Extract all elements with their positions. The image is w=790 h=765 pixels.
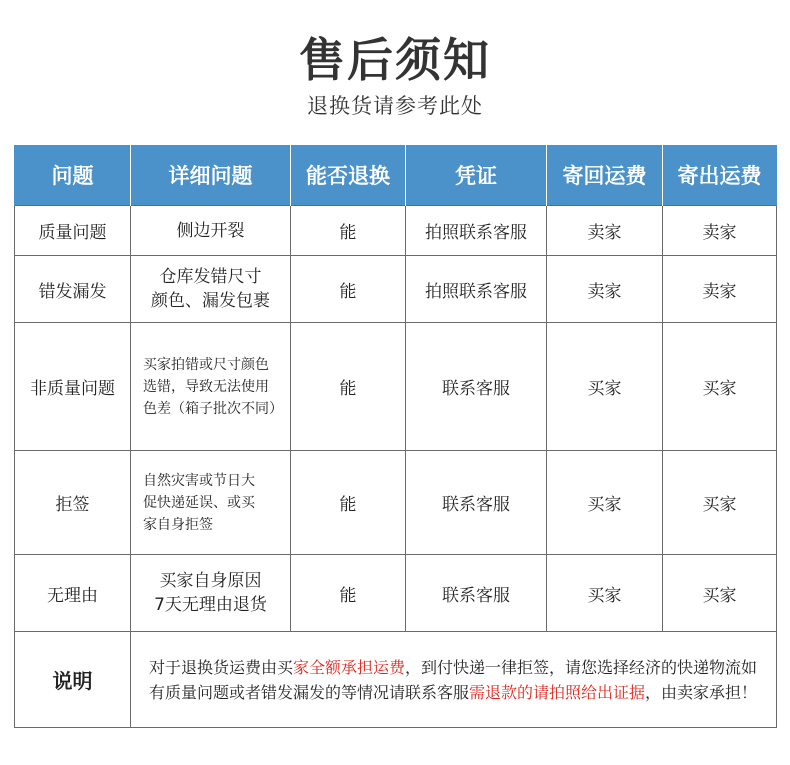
cell-send-shipping: 卖家 xyxy=(663,206,777,256)
cell-detail xyxy=(131,256,291,323)
cell-send-shipping: 买家 xyxy=(663,555,777,632)
cell-detail xyxy=(131,323,291,451)
table-row xyxy=(15,206,777,256)
cell-returnable: 能 xyxy=(291,451,406,555)
table-header-row xyxy=(15,145,777,206)
detail-line: 买家拍错或尺寸颜色 xyxy=(143,356,269,373)
cell-returnable: 能 xyxy=(291,555,406,632)
cell-return-shipping: 卖家 xyxy=(547,206,663,256)
column-header-send-shipping: 寄出运费 xyxy=(663,145,777,206)
cell-proof: 联系客服 xyxy=(406,451,547,555)
table-row xyxy=(15,451,777,555)
table-row xyxy=(15,256,777,323)
cell-problem: 无理由 xyxy=(15,555,131,632)
cell-problem: 错发漏发 xyxy=(15,256,131,323)
cell-return-shipping: 买家 xyxy=(547,451,663,555)
note-row xyxy=(15,632,777,728)
column-header-return-shipping: 寄回运费 xyxy=(547,145,663,206)
detail-line: 仓库发错尺寸 xyxy=(159,267,262,287)
detail-line: 家自身拒签 xyxy=(143,516,213,533)
cell-problem: 拒签 xyxy=(15,451,131,555)
table-row xyxy=(15,555,777,632)
cell-send-shipping: 卖家 xyxy=(663,256,777,323)
detail-line: 买家自身原因 xyxy=(159,571,262,591)
cell-return-shipping: 买家 xyxy=(547,323,663,451)
after-sales-table xyxy=(14,145,777,728)
column-header-detail: 详细问题 xyxy=(131,145,291,206)
note-highlight: 家全额承担运费 xyxy=(293,657,406,677)
table-row xyxy=(15,323,777,451)
cell-send-shipping: 买家 xyxy=(663,451,777,555)
cell-returnable: 能 xyxy=(291,323,406,451)
cell-returnable: 能 xyxy=(291,256,406,323)
page-title: 售后须知 xyxy=(299,33,491,87)
column-header-returnable: 能否退换 xyxy=(291,145,406,206)
cell-returnable: 能 xyxy=(291,206,406,256)
cell-proof: 拍照联系客服 xyxy=(406,256,547,323)
cell-detail xyxy=(131,451,291,555)
detail-line: 促快递延误、或买 xyxy=(143,494,255,511)
note-segment: ，由卖家承担！ xyxy=(645,682,758,702)
cell-return-shipping: 买家 xyxy=(547,555,663,632)
detail-line: 侧边开裂 xyxy=(176,220,245,241)
detail-line: 自然灾害或节日大 xyxy=(143,472,255,489)
note-highlight: 需退款的请拍照给出证据 xyxy=(469,682,646,702)
cell-problem: 非质量问题 xyxy=(15,323,131,451)
cell-send-shipping: 买家 xyxy=(663,323,777,451)
cell-problem: 质量问题 xyxy=(15,206,131,256)
cell-proof: 联系客服 xyxy=(406,555,547,632)
column-header-proof: 凭证 xyxy=(406,145,547,206)
cell-detail xyxy=(131,555,291,632)
cell-proof: 拍照联系客服 xyxy=(406,206,547,256)
note-label: 说明 xyxy=(15,632,131,728)
detail-line: 色差（箱子批次不同） xyxy=(143,400,283,417)
note-segment: ，到付快递一律拒签，请您选择经济的快递物流如有质量问题或者错发漏发的等情况请联系客服 xyxy=(149,657,758,702)
column-header-problem: 问题 xyxy=(15,145,131,206)
detail-line: 7天无理由退货 xyxy=(154,595,267,615)
detail-line: 选错，导致无法使用 xyxy=(143,378,269,395)
detail-line: 颜色、漏发包裹 xyxy=(151,291,270,311)
cell-proof: 联系客服 xyxy=(406,323,547,451)
note-text xyxy=(131,632,777,728)
note-segment: 对于退换货运费由买 xyxy=(149,657,294,677)
page-subtitle: 退换货请参考此处 xyxy=(307,94,483,118)
cell-detail xyxy=(131,206,291,256)
cell-return-shipping: 卖家 xyxy=(547,256,663,323)
